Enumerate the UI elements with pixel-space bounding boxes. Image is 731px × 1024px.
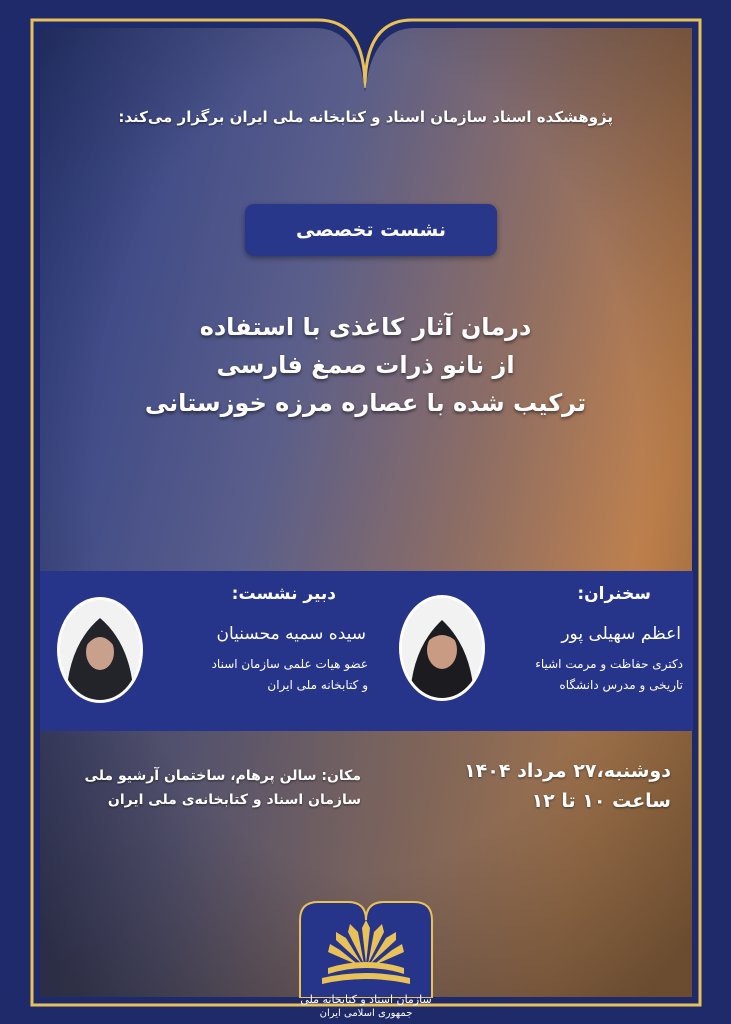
event-venue bbox=[85, 764, 361, 812]
book-logo-icon bbox=[292, 898, 440, 998]
session-type-label: نشست تخصصی bbox=[295, 219, 447, 241]
moderator-description bbox=[168, 654, 368, 696]
logo-caption-1: سازمان اسناد و کتابخانه ملی bbox=[300, 993, 432, 1006]
speaker-name: اعظم سهیلی پور bbox=[561, 624, 681, 644]
venue-line-1: مکان: سالن پرهام، ساختمان آرشیو ملی bbox=[84, 768, 361, 784]
logo-caption-2: جمهوری اسلامی ایران bbox=[319, 1008, 413, 1019]
event-title bbox=[60, 308, 671, 422]
event-time: ساعت ۱۰ تا ۱۲ bbox=[531, 790, 671, 812]
moderator-photo bbox=[60, 600, 140, 700]
title-line-2: از نانو ذرات صمغ فارسی bbox=[216, 351, 515, 379]
speaker-desc-line-1: دکتری حفاظت و مرمت اشیاء bbox=[535, 657, 683, 671]
event-schedule bbox=[464, 756, 671, 816]
speaker-photo bbox=[402, 598, 482, 698]
title-line-1: درمان آثار کاغذی با استفاده bbox=[199, 313, 532, 341]
speaker-description bbox=[483, 654, 683, 696]
moderator-desc-line-1: عضو هیات علمی سازمان اسناد bbox=[211, 657, 368, 671]
event-date: دوشنبه،۲۷ مرداد ۱۴۰۴ bbox=[464, 760, 671, 782]
title-line-3: ترکیب شده با عصاره مرزه خوزستانی bbox=[144, 389, 587, 417]
moderator-heading: دبیر نشست: bbox=[231, 584, 336, 604]
venue-line-2: سازمان اسناد و کتابخانه‌ی ملی ایران bbox=[107, 792, 361, 808]
session-type-badge bbox=[245, 204, 497, 256]
moderator-desc-line-2: و کتابخانه ملی ایران bbox=[267, 678, 368, 692]
organizer-line: پژوهشکده اسناد سازمان اسناد و کتابخانه ملی ایران برگزار می‌کند: bbox=[118, 108, 613, 126]
speaker-desc-line-2: تاریخی و مدرس دانشگاه bbox=[559, 678, 683, 692]
speakers-heading: سخنران: bbox=[577, 584, 651, 604]
moderator-name: سیده سمیه محسنیان bbox=[216, 624, 366, 644]
